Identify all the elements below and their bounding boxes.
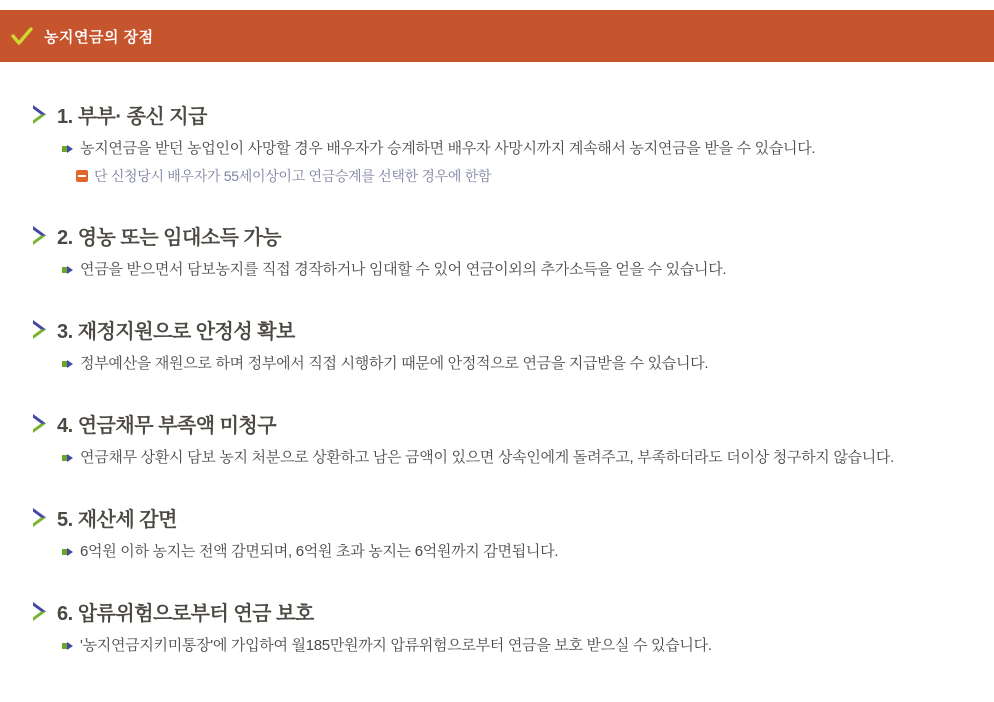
chevron-right-icon xyxy=(32,601,49,622)
check-icon xyxy=(10,25,34,47)
arrow-right-bullet-icon xyxy=(62,642,74,650)
bullet-list xyxy=(32,259,974,281)
bullet-list xyxy=(32,635,974,657)
sections-container xyxy=(0,62,994,657)
section-heading xyxy=(32,597,974,626)
bullet-text: 연금을 받으면서 담보농지를 직접 경작하거나 임대할 수 있어 연금이외의 추가소득을 얻을 수 있습니다. xyxy=(80,261,727,278)
section-heading xyxy=(32,315,974,344)
page xyxy=(0,10,994,702)
section-title: 4. 연금채무 부족액 미청구 xyxy=(57,415,277,437)
section-title: 6. 압류위험으로부터 연금 보호 xyxy=(57,603,314,625)
page-title: 농지연금의 장점 xyxy=(44,28,154,46)
benefit-section xyxy=(32,100,974,187)
section-title: 3. 재정지원으로 안정성 확보 xyxy=(57,321,295,343)
bullet-item xyxy=(62,353,974,375)
bullet-list xyxy=(32,138,974,160)
bullet-text: 연금채무 상환시 담보 농지 처분으로 상환하고 남은 금액이 있으면 상속인에게 돌려주고, 부족하더라도 더이상 청구하지 않습니다. xyxy=(80,449,894,466)
note-square-icon xyxy=(76,170,88,182)
arrow-right-bullet-icon xyxy=(62,548,74,556)
bullet-list xyxy=(32,447,974,469)
section-heading xyxy=(32,503,974,532)
bullet-text: 정부예산을 재원으로 하며 정부에서 직접 시행하기 때문에 안정적으로 연금을 지급받을 수 있습니다. xyxy=(80,355,709,372)
bullet-text: '농지연금지키미통장'에 가입하여 월185만원까지 압류위험으로부터 연금을 보호 받으실 수 있습니다. xyxy=(80,637,712,654)
section-header-bar xyxy=(0,10,994,62)
bullet-item xyxy=(62,635,974,657)
section-heading xyxy=(32,221,974,250)
benefit-section xyxy=(32,315,974,375)
note-line xyxy=(76,166,974,187)
section-title: 2. 영농 또는 임대소득 가능 xyxy=(57,227,282,249)
benefit-section xyxy=(32,503,974,563)
arrow-right-bullet-icon xyxy=(62,145,74,153)
bullet-text: 6억원 이하 농지는 전액 감면되며, 6억원 초과 농지는 6억원까지 감면됩니다. xyxy=(80,543,559,560)
chevron-right-icon xyxy=(32,507,49,528)
section-heading xyxy=(32,409,974,438)
bullet-text: 농지연금을 받던 농업인이 사망할 경우 배우자가 승계하면 배우자 사망시까지 계속해서 농지연금을 받을 수 있습니다. xyxy=(80,140,816,157)
benefit-section xyxy=(32,409,974,469)
chevron-right-icon xyxy=(32,413,49,434)
benefit-section xyxy=(32,597,974,657)
arrow-right-bullet-icon xyxy=(62,266,74,274)
bullet-item xyxy=(62,138,974,160)
note-text: 단 신청당시 배우자가 55세이상이고 연금승계를 선택한 경우에 한함 xyxy=(94,168,492,184)
bullet-item xyxy=(62,259,974,281)
bullet-item xyxy=(62,447,974,469)
benefit-section xyxy=(32,221,974,281)
chevron-right-icon xyxy=(32,319,49,340)
section-title: 1. 부부· 종신 지급 xyxy=(57,106,207,128)
section-title: 5. 재산세 감면 xyxy=(57,509,177,531)
arrow-right-bullet-icon xyxy=(62,454,74,462)
bullet-list xyxy=(32,541,974,563)
arrow-right-bullet-icon xyxy=(62,360,74,368)
chevron-right-icon xyxy=(32,225,49,246)
section-heading xyxy=(32,100,974,129)
bullet-list xyxy=(32,353,974,375)
chevron-right-icon xyxy=(32,104,49,125)
bullet-item xyxy=(62,541,974,563)
